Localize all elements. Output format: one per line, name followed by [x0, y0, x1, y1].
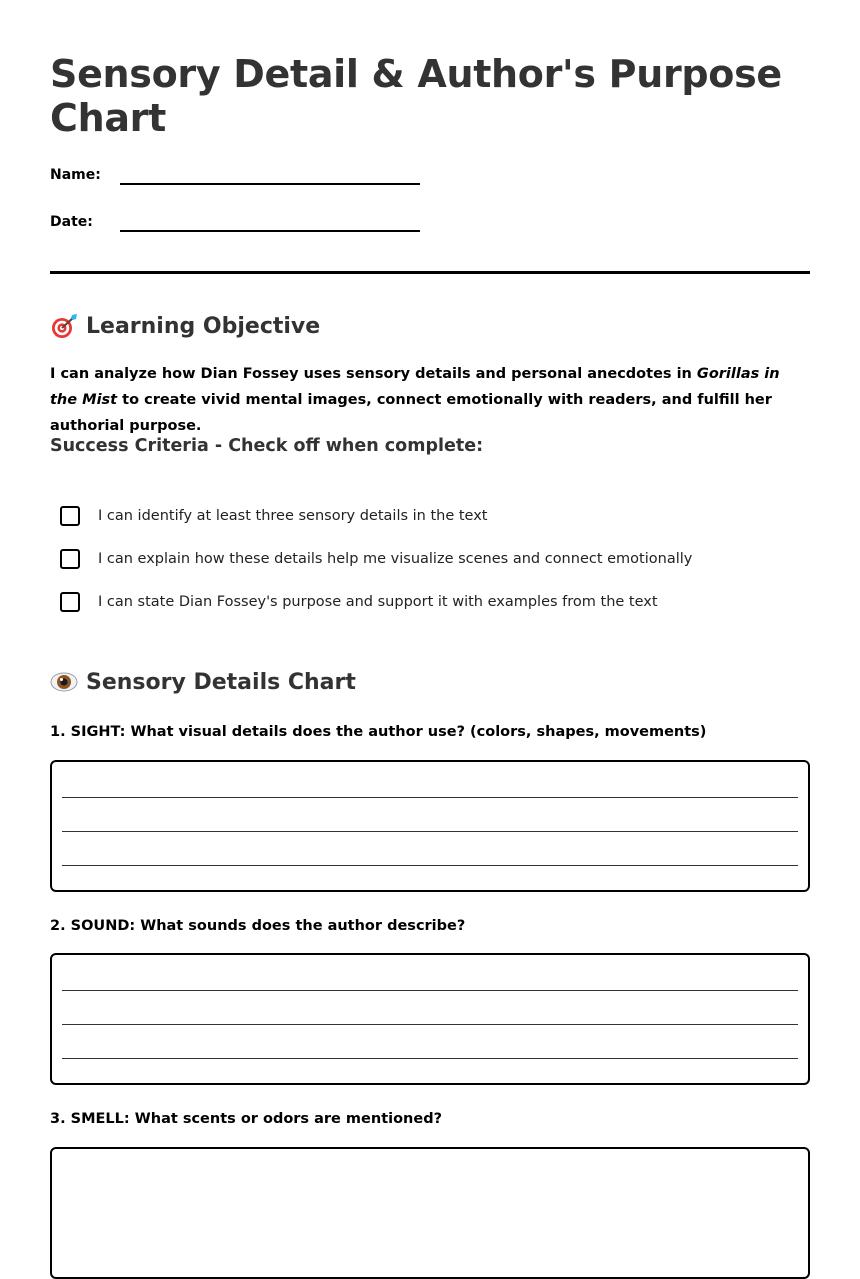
name-field-row: [50, 165, 470, 189]
sight-answer-box: [50, 760, 810, 892]
sound-answer-line-1[interactable]: [62, 990, 798, 991]
learning-objective-title: Learning Objective: [86, 314, 321, 339]
sound-answer-line-3[interactable]: [62, 1058, 798, 1059]
objective-text-after: to create vivid mental images, connect emotionally with readers, and fulfill her authorial purpose.: [50, 392, 772, 434]
sight-answer-line-3[interactable]: [62, 865, 798, 866]
sight-answer-line-2[interactable]: [62, 831, 798, 832]
criteria-text-3: I can state Dian Fossey's purpose and support it with examples from the text: [98, 594, 658, 610]
criteria-checkbox-1[interactable]: [60, 506, 80, 526]
success-criteria-heading: Success Criteria - Check off when complete:: [50, 436, 484, 456]
date-blank-line[interactable]: [120, 230, 420, 232]
sight-answer-line-1[interactable]: [62, 797, 798, 798]
date-field-row: [50, 212, 470, 236]
sensory-chart-title: Sensory Details Chart: [86, 670, 356, 695]
criteria-text-2: I can explain how these details help me visualize scenes and connect emotionally: [98, 551, 693, 567]
criteria-checkbox-3[interactable]: [60, 592, 80, 612]
page-title: Sensory Detail & Author's Purpose Chart: [50, 52, 782, 140]
criteria-text-1: I can identify at least three sensory details in the text: [98, 508, 488, 524]
sensory-chart-heading: [50, 668, 810, 697]
sight-question: 1. SIGHT: What visual details does the author use? (colors, shapes, movements): [50, 724, 707, 740]
criteria-item-1: [60, 505, 800, 529]
sound-question: 2. SOUND: What sounds does the author describe?: [50, 918, 466, 934]
target-icon: [50, 312, 78, 340]
learning-objective-heading: [50, 312, 810, 341]
criteria-checkbox-2[interactable]: [60, 549, 80, 569]
smell-question: 3. SMELL: What scents or odors are mentioned?: [50, 1111, 443, 1127]
eye-icon: [50, 668, 78, 696]
objective-text-before: I can analyze how Dian Fossey uses sensory details and personal anecdotes in: [50, 366, 697, 382]
date-label: Date:: [50, 214, 93, 230]
criteria-item-2: [60, 548, 800, 572]
name-label: Name:: [50, 167, 101, 183]
objective-book-title: Gorillas in the Mist: [50, 366, 780, 408]
sound-answer-line-2[interactable]: [62, 1024, 798, 1025]
criteria-item-3: [60, 591, 800, 615]
smell-answer-box: [50, 1147, 810, 1279]
name-blank-line[interactable]: [120, 183, 420, 185]
header-divider: [50, 271, 810, 274]
objective-statement: [50, 361, 810, 439]
sound-answer-box: [50, 953, 810, 1085]
